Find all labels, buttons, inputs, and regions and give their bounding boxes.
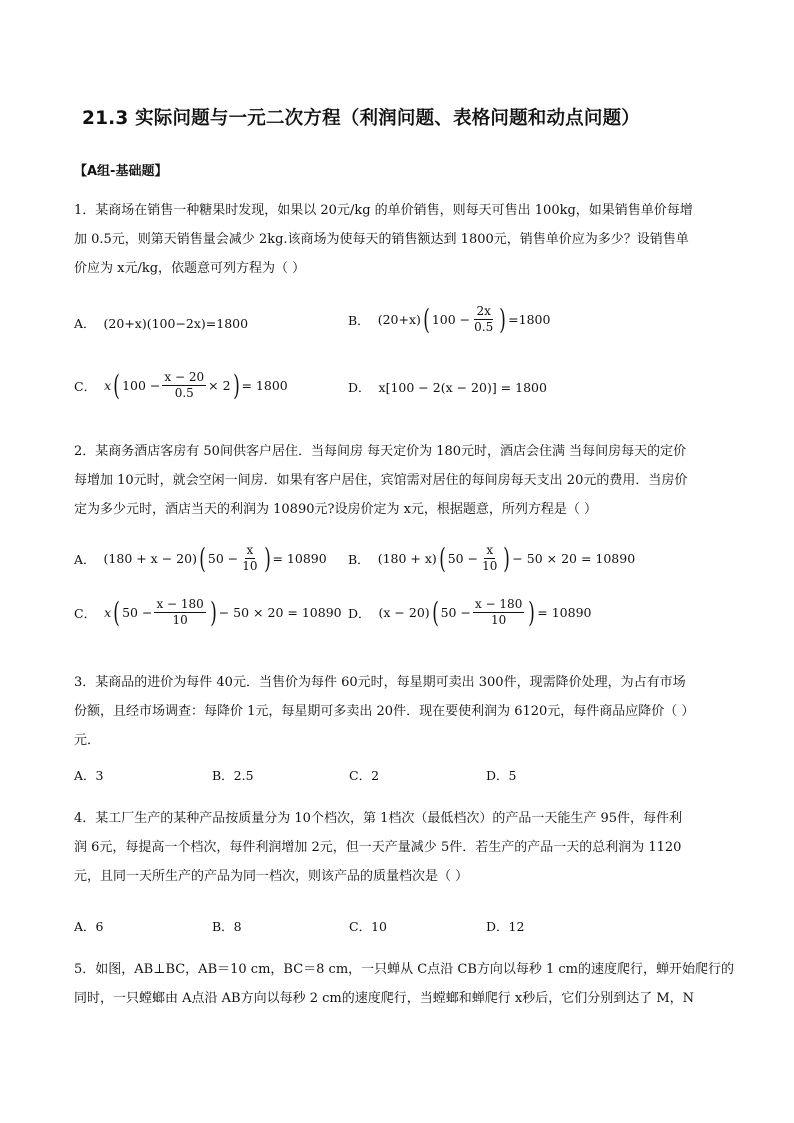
question-text-line: 份额，且经市场调查：每降价 1元，每星期可多卖出 20件．现在要使利润为 6120元，每件商品应降价（ ）	[74, 704, 695, 719]
question-text-line: 4．某工厂生产的某种产品按质量分为 10个档次，第 1档次（最低档次）的产品一天能生产 95件，每件利	[74, 811, 683, 826]
expr-part: × 2	[208, 378, 231, 393]
expr-part: = 10890	[537, 605, 592, 620]
question-4	[74, 804, 724, 891]
option-expression: x[100 − 2(x − 20)] = 1800	[378, 379, 547, 395]
question-3	[74, 668, 724, 755]
denominator: 0.5	[474, 320, 494, 334]
q2-option-a	[74, 543, 327, 574]
option-expression: (20+x)(100−2x)=1800	[103, 315, 249, 331]
q1-option-a	[74, 314, 248, 332]
q4-option-d: D．12	[486, 919, 525, 934]
expr-part: 50 −	[207, 551, 239, 566]
question-text-line: 5．如图，AB⊥BC，AB＝10 cm，BC＝8 cm，一只蝉从 C点沿 CB方向以每秒 1 cm的速度爬行，蝉开始爬行的	[74, 962, 735, 977]
question-text-line: 润 6元，每提高一个档次，每件利润增加 2元，但一天产量减少 5件．若生产的产品一天的总利润为 1120	[74, 840, 682, 855]
expr-part: x	[104, 378, 112, 393]
q4-option-b: B．8	[212, 919, 242, 934]
denominator: 10	[242, 559, 258, 573]
option-label: A．	[74, 551, 96, 567]
expr-part: (x − 20)	[378, 605, 430, 620]
option-expression: (x − 20) ( 50 − $\frac{x - 180}{10}$ ) = 10890	[378, 595, 592, 629]
fraction	[473, 597, 524, 628]
expr-part: 100 −	[431, 312, 471, 327]
question-text-line: 每增加 10元时，就会空闲一间房．如果有客户居住，宾馆需对居住的每间房每天支出 20元的费用．当房价	[74, 473, 688, 488]
question-2	[74, 437, 724, 524]
option-label: B．	[348, 312, 370, 328]
option-label: D．	[348, 380, 371, 395]
question-text-line: 元，且同一天所生产的产品为同一档次，则该产品的质量档次是（ ）	[74, 869, 469, 884]
numerator: x − 180	[156, 597, 204, 611]
q3-option-b: B．2.5	[212, 768, 254, 783]
expr-part: 50 −	[122, 605, 153, 620]
denominator: 10	[482, 559, 498, 573]
option-expression: (180 + x − 20) ( 50 − $\frac{x}{10}$ ) = 10890	[103, 541, 327, 575]
numerator: x	[246, 543, 254, 557]
numerator: 2x	[476, 304, 491, 318]
question-text-line: 2．某商务酒店客房有 50间供客户居住．当每间房 每天定价为 180元时，酒店会住满 当每间房每天的定价	[74, 444, 687, 459]
q1-option-d	[348, 378, 547, 396]
q4-option-a: A．6	[74, 919, 104, 934]
q2-option-d	[348, 597, 591, 628]
q2-option-b	[348, 543, 635, 574]
page-title: 21.3 实际问题与一元二次方程（利润问题、表格问题和动点问题）	[82, 108, 640, 129]
option-label: D．	[348, 605, 371, 621]
q3-option-d: D．5	[486, 768, 517, 783]
option-expression: (180 + x) ( 50 − $\frac{x}{10}$ ) − 50 × 20 = 10890	[377, 541, 636, 575]
expr-part: = 10890	[272, 551, 327, 566]
q2-option-c	[74, 597, 342, 628]
option-label: B．	[348, 551, 370, 567]
expr-part: (180 + x)	[377, 551, 437, 566]
numerator: x − 20	[164, 370, 205, 384]
question-1	[74, 196, 724, 283]
fraction	[154, 597, 205, 628]
expr-part: = 1800	[241, 378, 288, 393]
fraction	[472, 304, 495, 335]
question-text-line: 同时，一只螳螂由 A点沿 AB方向以每秒 2 cm的速度爬行，当螳螂和蝉爬行 x秒后，它们分别到达了 M，N	[74, 991, 695, 1006]
question-text-line: 加 0.5元，则第天销售量会减少 2kg.该商场为使每天的销售额达到 1800元，销售单价应为多少？设销售单	[74, 232, 689, 247]
option-label: A．	[74, 316, 96, 331]
expr-part: 50 −	[440, 605, 471, 620]
option-label: C．	[74, 605, 97, 621]
expr-part: =1800	[508, 312, 551, 327]
fraction	[240, 543, 259, 574]
expr-part: − 50 × 20 = 10890	[512, 551, 636, 566]
expr-part: 50 −	[447, 551, 479, 566]
question-text-line: 定为多少元时，酒店当天的利润为 10890元?设房价定为 x元，根据题意，所列方程是（ ）	[74, 502, 598, 517]
question-text-line: 1．某商场在销售一种糖果时发现，如果以 20元/kg 的单价销售，则每天可售出 100kg，如果销售单价每增	[74, 203, 693, 218]
option-expression: x ( 100 − $\frac{x - 20}{0.5}$ × 2 ) = 1800	[104, 368, 288, 402]
q1-option-b	[348, 304, 550, 335]
q1-option-c	[74, 370, 288, 401]
option-expression: x ( 50 − $\frac{x - 180}{10}$ ) − 50 × 20 = 10890	[104, 595, 342, 629]
expr-part: − 50 × 20 = 10890	[218, 605, 342, 620]
option-expression: (20+x) ( 100 − $\frac{2x}{0.5}$ ) =1800	[377, 302, 551, 336]
expr-part: (20+x)	[377, 312, 421, 327]
q3-option-a: A．3	[74, 768, 104, 783]
option-label: C．	[74, 378, 97, 394]
numerator: x − 180	[474, 597, 523, 611]
expr-part: x	[104, 605, 112, 620]
denominator: 10	[491, 613, 507, 627]
denominator: 10	[172, 613, 188, 627]
denominator: 0.5	[174, 386, 194, 400]
expr-part: 100 −	[122, 378, 161, 393]
q4-option-c: C．10	[349, 919, 387, 934]
fraction	[162, 370, 206, 401]
question-5	[74, 955, 735, 1013]
q3-option-c: C．2	[349, 768, 380, 783]
fraction	[480, 543, 499, 574]
expr-part: (180 + x − 20)	[103, 551, 197, 566]
numerator: x	[486, 543, 494, 557]
question-text-line: 价应为 x元/kg，依题意可列方程为（ ）	[74, 261, 306, 276]
question-text-line: 3．某商品的进价为每件 40元．当售价为每件 60元时，每星期可卖出 300件，现需降价处理，为占有市场	[74, 675, 686, 690]
question-text-line: 元．	[74, 733, 101, 748]
section-heading: 【A组-基础题】	[74, 164, 168, 179]
